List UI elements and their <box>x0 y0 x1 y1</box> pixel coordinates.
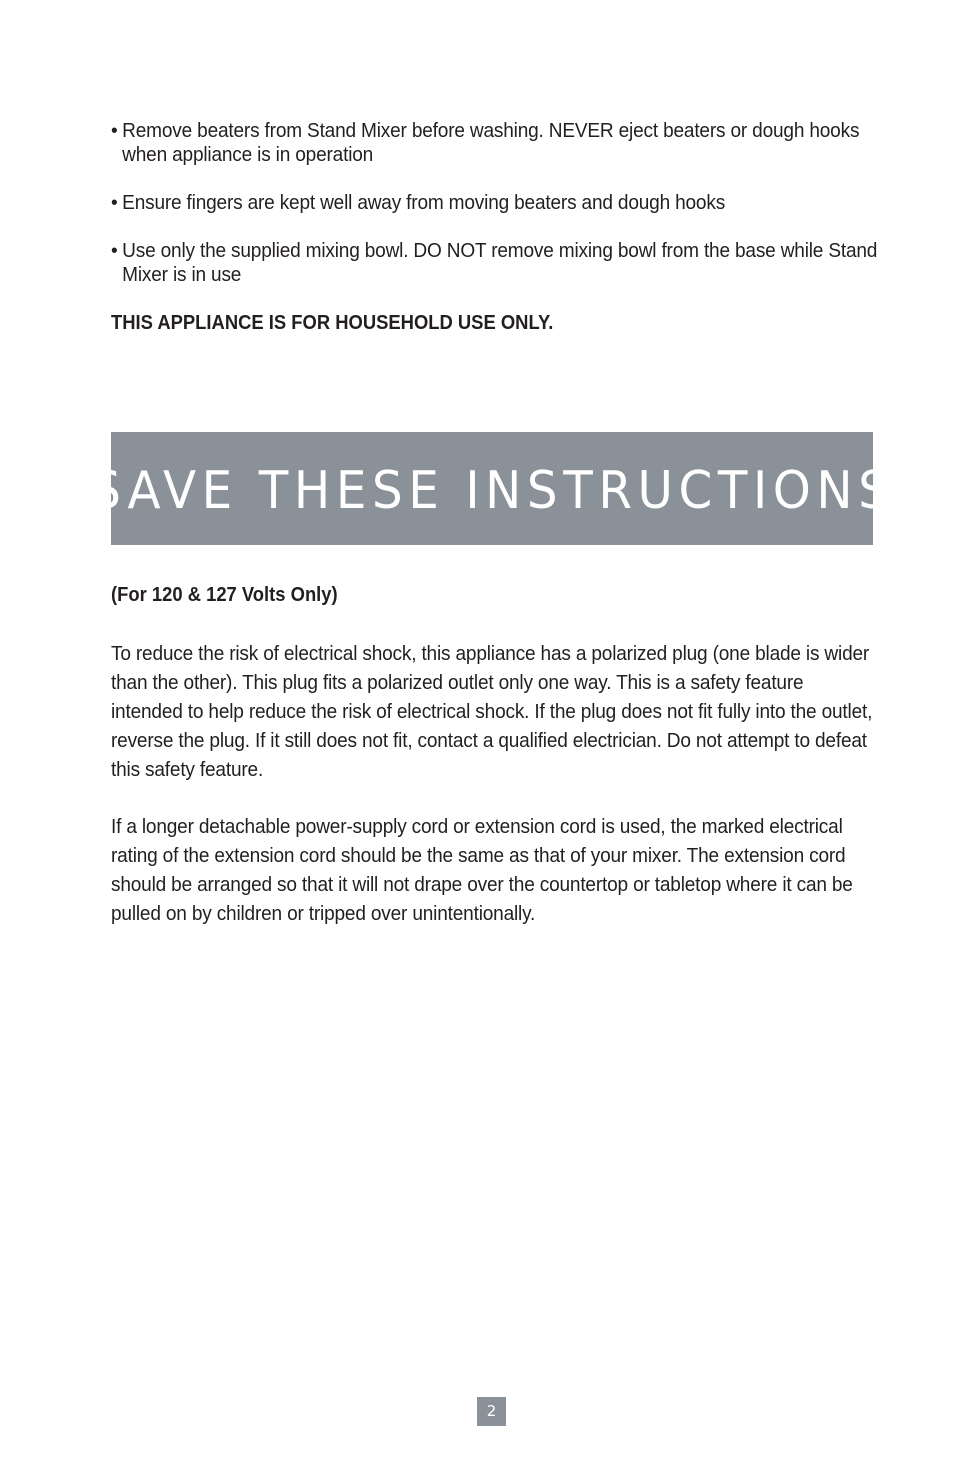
banner-title: SAVE THESE INSTRUCTIONS <box>89 460 895 521</box>
list-item <box>111 191 885 215</box>
bullet-icon: • <box>111 239 118 262</box>
list-item <box>111 119 885 167</box>
polarized-plug-paragraph: To reduce the risk of electrical shock, this appliance has a polarized plug (one blade is wider than the other). This plug fits a polarized outlet only one way. This is a safety feature intended to help reduce the risk of electrical shock. If the plug does not fit fully into the outlet, reverse the plug. If it still does not fit, contact a qualified electrician. Do not attempt to defeat this safety feature. <box>111 642 873 781</box>
extension-cord-paragraph: If a longer detachable power-supply cord or extension cord is used, the marked electrical rating of the extension cord should be the same as that of your mixer. The extension cord should be arranged so that it will not drape over the countertop or tabletop where it can be pulled on by children or tripped over unintentionally. <box>111 815 853 925</box>
list-item <box>111 239 885 287</box>
list-item-text: Use only the supplied mixing bowl. DO NOT remove mixing bowl from the base while Stand Mixer is in use <box>122 239 878 286</box>
bullet-icon: • <box>111 119 118 142</box>
list-item-text: Remove beaters from Stand Mixer before washing. NEVER eject beaters or dough hooks when appliance is in operation <box>122 119 860 166</box>
list-item-text: Ensure fingers are kept well away from moving beaters and dough hooks <box>122 191 726 214</box>
bullet-icon: • <box>111 191 118 214</box>
voltage-heading: (For 120 & 127 Volts Only) <box>111 584 338 606</box>
safety-list <box>111 119 878 311</box>
page-number: 2 <box>477 1397 506 1426</box>
household-use-notice: THIS APPLIANCE IS FOR HOUSEHOLD USE ONLY. <box>111 312 554 334</box>
save-instructions-banner <box>89 432 895 545</box>
